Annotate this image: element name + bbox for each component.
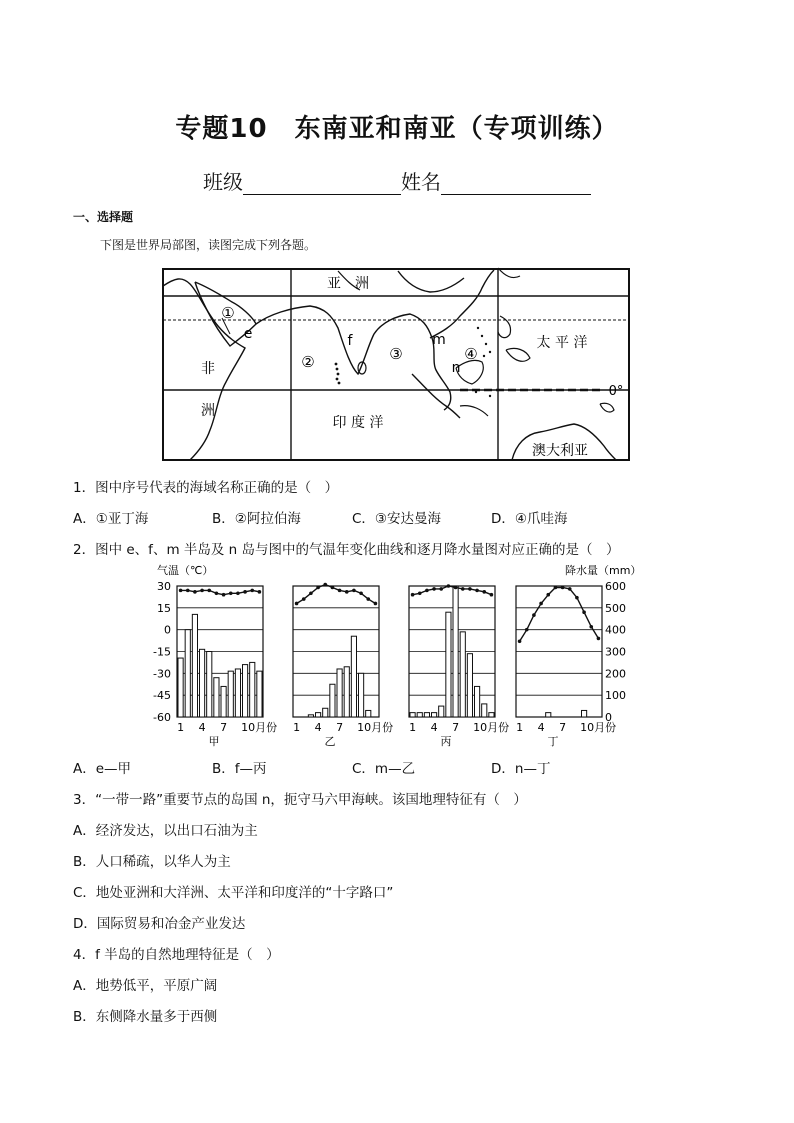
temperature-line	[297, 585, 376, 604]
precipitation-axis-title: 降水量（mm）	[565, 564, 642, 577]
precip-bar	[366, 710, 371, 717]
temperature-point	[316, 586, 320, 590]
temperature-line	[520, 588, 599, 642]
temperature-point	[532, 613, 536, 617]
temperature-point	[518, 640, 522, 644]
temperature-point	[200, 589, 204, 593]
temperature-point	[568, 587, 572, 591]
temperature-point	[447, 584, 451, 588]
precip-bar	[546, 713, 551, 717]
precip-bar	[192, 614, 197, 717]
temperature-point	[597, 637, 601, 641]
label-africa-2: 洲	[201, 403, 215, 419]
precip-tick-label: 200	[605, 667, 626, 681]
temperature-point	[345, 590, 349, 594]
precip-bar	[351, 636, 356, 717]
temp-tick-label: -60	[153, 711, 171, 724]
q1-option-d[interactable]: D．④爪哇海	[491, 511, 568, 527]
temperature-point	[338, 589, 342, 593]
precip-bar	[582, 710, 587, 717]
chart-name-label: 丙	[440, 735, 452, 748]
precip-bar	[489, 713, 494, 717]
precip-bar	[432, 713, 437, 717]
page-title: 专题10 东南亚和南亚（专项训练）	[175, 114, 619, 144]
month-tick-label: 7	[336, 721, 344, 734]
question-2-stem: 2．图中 e、f、m 半岛及 n 岛与图中的气温年变化曲线和逐月降水量图对应正确的是（ ）	[73, 542, 620, 558]
temp-tick-label: 0	[164, 623, 171, 637]
temperature-point	[323, 583, 327, 587]
label-e: e	[243, 326, 253, 342]
temperature-point	[374, 602, 378, 606]
label-n: n	[451, 360, 461, 376]
temperature-point	[236, 591, 240, 595]
temperature-point	[359, 591, 363, 595]
temperature-point	[432, 587, 436, 591]
label-equator: 0°	[608, 384, 624, 399]
q2-option-b[interactable]: B．f—丙	[212, 761, 267, 777]
precip-tick-label: 100	[605, 689, 626, 703]
temperature-axis-title: 气温（℃）	[157, 564, 214, 577]
temperature-point	[250, 589, 254, 593]
temperature-point	[539, 602, 543, 606]
temperature-point	[411, 593, 415, 597]
month-tick-label: 10月份	[473, 721, 510, 734]
q3-option-c[interactable]: C．地处亚洲和大洋洲、太平洋和印度洋的“十字路口”	[73, 885, 394, 901]
precip-bar	[200, 649, 205, 717]
temperature-line	[413, 586, 492, 595]
chart-name-label: 乙	[324, 735, 336, 748]
precip-bar	[410, 713, 415, 717]
q3-option-a[interactable]: A．经济发达，以出口石油为主	[73, 823, 258, 839]
intro-text: 下图是世界局部图，读图完成下列各题。	[100, 238, 317, 252]
chart-name-label: 甲	[208, 735, 220, 748]
precip-bar	[359, 673, 364, 717]
q2-option-c[interactable]: C．m—乙	[352, 761, 416, 777]
temperature-point	[490, 593, 494, 597]
label-m: m	[432, 332, 446, 348]
temperature-point	[575, 596, 579, 600]
temperature-line	[181, 590, 260, 594]
temp-tick-label: -30	[153, 667, 171, 681]
precip-tick-label: 400	[605, 623, 626, 637]
precip-bar	[308, 715, 313, 717]
precip-bar	[214, 678, 219, 717]
precip-bar	[178, 658, 183, 717]
question-4-stem: 4．f 半岛的自然地理特征是（ ）	[73, 947, 280, 963]
month-tick-label: 1	[516, 721, 524, 734]
precip-tick-label: 500	[605, 601, 626, 615]
label-australia: 澳大利亚	[532, 443, 588, 459]
precip-bar	[243, 665, 248, 717]
month-tick-label: 10月份	[580, 721, 617, 734]
name-label: 姓名	[401, 170, 441, 194]
label-asia: 亚 洲	[327, 276, 369, 292]
month-tick-label: 7	[220, 721, 228, 734]
precip-bar	[424, 713, 429, 717]
class-label: 班级	[203, 170, 243, 194]
q4-option-a[interactable]: A．地势低平，平原广阔	[73, 978, 218, 994]
temperature-point	[461, 587, 465, 591]
q2-option-d[interactable]: D．n—丁	[491, 761, 551, 777]
precip-bar	[337, 669, 342, 717]
precip-bar	[235, 669, 240, 717]
temperature-point	[475, 589, 479, 593]
precip-bar	[323, 708, 328, 717]
temperature-point	[425, 589, 429, 593]
label-f: f	[347, 333, 353, 349]
precip-tick-label: 300	[605, 645, 626, 659]
precip-bar	[316, 713, 321, 717]
precip-tick-label: 600	[605, 580, 626, 593]
label-africa-1: 非	[201, 361, 215, 377]
precip-bar	[475, 686, 480, 717]
month-tick-label: 4	[314, 721, 322, 734]
month-tick-label: 4	[430, 721, 438, 734]
month-tick-label: 7	[452, 721, 460, 734]
label-sea-1: ①	[221, 304, 235, 322]
temperature-point	[215, 591, 219, 595]
temperature-point	[439, 587, 443, 591]
precip-bar	[460, 632, 465, 717]
class-name-line	[0, 166, 794, 195]
precip-bar	[250, 662, 255, 717]
precip-bar	[185, 630, 190, 717]
q1-option-b[interactable]: B．②阿拉伯海	[212, 511, 301, 527]
temperature-point	[207, 589, 211, 593]
month-tick-label: 1	[409, 721, 417, 734]
precip-tick-label: 0	[605, 711, 612, 724]
month-tick-label: 7	[559, 721, 567, 734]
name-blank[interactable]	[441, 174, 591, 195]
question-1-stem: 1．图中序号代表的海域名称正确的是（ ）	[73, 480, 339, 496]
climate-charts	[145, 560, 645, 755]
question-3-stem: 3．“一带一路”重要节点的岛国 n，扼守马六甲海峡。该国地理特征有（ ）	[73, 792, 527, 808]
precip-bar	[228, 671, 233, 717]
month-tick-label: 10月份	[357, 721, 394, 734]
label-pacific: 太 平 洋	[536, 335, 588, 351]
q3-option-b[interactable]: B．人口稀疏，以华人为主	[73, 854, 231, 870]
temperature-point	[418, 591, 422, 595]
label-sea-4: ④	[464, 345, 478, 363]
precip-bar	[482, 704, 487, 717]
temperature-point	[366, 597, 370, 601]
temperature-point	[468, 587, 472, 591]
chart-name-label: 丁	[547, 735, 559, 748]
temperature-point	[229, 591, 233, 595]
temperature-point	[352, 589, 356, 593]
temp-tick-label: 15	[157, 601, 171, 615]
precip-bar	[221, 686, 226, 717]
temperature-point	[582, 610, 586, 614]
precip-bar	[446, 612, 451, 717]
temperature-point	[179, 589, 183, 593]
temp-tick-label: -15	[153, 645, 171, 659]
precip-bar	[467, 654, 472, 717]
month-tick-label: 4	[198, 721, 206, 734]
temp-tick-label: -45	[153, 689, 171, 703]
temperature-point	[295, 602, 299, 606]
precip-bar	[344, 667, 349, 717]
temperature-point	[482, 590, 486, 594]
temperature-point	[258, 590, 262, 594]
q2-option-a[interactable]: A．e—甲	[73, 761, 132, 777]
class-blank[interactable]	[243, 174, 401, 195]
world-map	[160, 266, 632, 462]
precip-bar	[257, 671, 262, 717]
temperature-point	[554, 586, 558, 590]
temperature-point	[309, 591, 313, 595]
q1-option-a[interactable]: A．①亚丁海	[73, 511, 149, 527]
temperature-point	[193, 590, 197, 594]
temperature-point	[222, 593, 226, 597]
month-tick-label: 4	[537, 721, 545, 734]
precip-bar	[417, 713, 422, 717]
label-sea-3: ③	[389, 345, 403, 363]
q3-option-d[interactable]: D．国际贸易和冶金产业发达	[73, 916, 246, 932]
precip-bar	[453, 586, 458, 717]
temperature-point	[561, 586, 565, 590]
label-sea-2: ②	[301, 353, 315, 371]
month-tick-label: 1	[177, 721, 185, 734]
temperature-point	[243, 590, 247, 594]
temperature-point	[186, 589, 190, 593]
temp-tick-label: 30	[157, 580, 171, 593]
temperature-point	[331, 586, 335, 590]
temperature-point	[525, 628, 529, 632]
q1-option-c[interactable]: C．③安达曼海	[352, 511, 442, 527]
month-tick-label: 1	[293, 721, 301, 734]
precip-bar	[330, 684, 335, 717]
temperature-point	[454, 586, 458, 590]
q4-option-b[interactable]: B．东侧降水量多于西侧	[73, 1009, 218, 1025]
temperature-point	[546, 593, 550, 597]
temperature-point	[589, 625, 593, 629]
precip-bar	[439, 706, 444, 717]
label-indian-ocean: 印 度 洋	[332, 415, 384, 431]
precip-bar	[207, 652, 212, 718]
month-tick-label: 10月份	[241, 721, 278, 734]
section-heading: 一、选择题	[73, 210, 134, 224]
temperature-point	[302, 597, 306, 601]
